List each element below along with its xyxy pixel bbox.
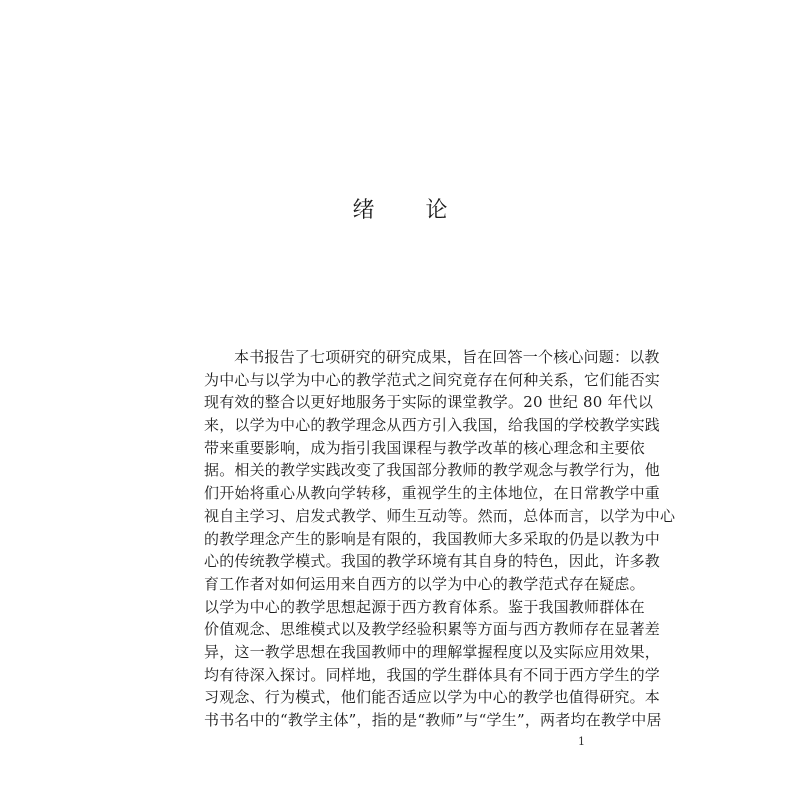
body-line: 据。相关的教学实践改变了我国部分教师的教学观念与教学行为，他 [204,461,661,480]
body-line: 心的传统教学模式。我国的教学环境有其自身的特色，因此，许多教 [204,552,661,571]
body-line: 为中心与以学为中心的教学范式之间究竟存在何种关系，它们能否实 [204,370,661,389]
page-number: 1 [578,735,585,748]
body-line: 现有效的整合以更好地服务于实际的课堂教学。20 世纪 80 年代以 [204,393,654,412]
body-line: 以学为中心的教学思想起源于西方教育体系。鉴于我国教师群体在 [204,597,645,616]
body-line: 带来重要影响，成为指引我国课程与教学改革的核心理念和主要依 [204,438,645,457]
body-line: 均有待深入探讨。同样地，我国的学生群体具有不同于西方学生的学 [204,665,661,684]
body-line: 异，这一教学思想在我国教师中的理解掌握程度以及实际应用效果， [204,642,661,661]
body-line: 习观念、行为模式，他们能否适应以学为中心的教学也值得研究。本 [204,688,661,707]
body-line: 价值观念、思维模式以及教学经验积累等方面与西方教师存在显著差 [204,620,661,639]
body-line: 育工作者对如何运用来自西方的以学为中心的教学范式存在疑虑。 [204,574,645,593]
body-line: 书书名中的“教学主体”，指的是“教师”与“学生”，两者均在教学中居 [204,711,662,729]
body-line: 来，以学为中心的教学理念从西方引入我国，给我国的学校教学实践 [204,416,661,435]
body-line: 本书报告了七项研究的研究成果，旨在回答一个核心问题：以教 [234,348,660,366]
body-line: 视自主学习、启发式教学、师生互动等。然而，总体而言，以学为中心 [204,506,676,525]
body-paragraph [204,346,676,732]
chapter-title: 绪 论 [352,198,470,223]
body-line: 们开始将重心从教向学转移，重视学生的主体地位，在日常教学中重 [204,484,661,503]
body-line: 的教学理念产生的影响是有限的，我国教师大多采取的仍是以教为中 [204,529,661,548]
